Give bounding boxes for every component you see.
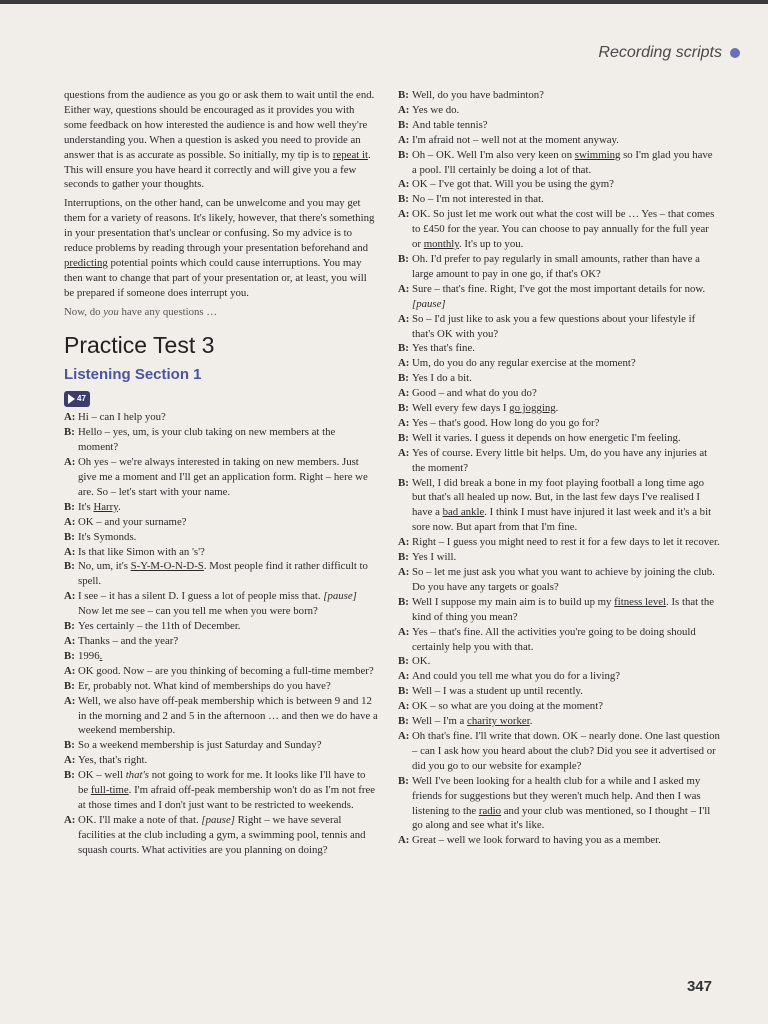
- dialogue-text: No – I'm not interested in that.: [412, 193, 544, 206]
- answer-underline: predicting: [64, 256, 108, 269]
- speaker-label: A:: [398, 834, 410, 847]
- dialogue-text: It's Symonds.: [78, 530, 137, 543]
- dialogue-line: [398, 207, 720, 252]
- dialogue-line: [398, 550, 720, 565]
- bullet-dot-icon: [730, 48, 740, 58]
- speaker-label: A:: [398, 103, 410, 116]
- speaker-label: B:: [64, 769, 75, 782]
- play-icon: [68, 394, 75, 404]
- dialogue-text: Um, do you do any regular exercise at the moment?: [412, 357, 636, 370]
- speaker-label: A:: [398, 729, 410, 742]
- dialogue-text: OK – so what are you doing at the moment?: [412, 700, 604, 713]
- dialogue-text: OK good. Now – are you thinking of becoming a full-time member?: [78, 664, 374, 677]
- section-title: Listening Section 1: [64, 365, 202, 383]
- speaker-label: A:: [398, 536, 410, 549]
- dialogue-line: [398, 312, 720, 342]
- answer-underline: Harry: [93, 500, 118, 513]
- speaker-label: A:: [398, 566, 410, 578]
- dialogue-line: [398, 833, 720, 848]
- speaker-label: B:: [398, 715, 409, 728]
- dialogue-line: [398, 431, 720, 446]
- dialogue-text: Well, do you have badminton?: [412, 89, 544, 101]
- dialogue-text: Well I've been looking for a health club for a while and I asked my friends for suggestions but they weren't much help. And then I was listening to the radio and your club was mentioned, so I thought – I'll go along and see what it's like.: [412, 774, 711, 832]
- dialogue-text: Hi – can I help you?: [78, 411, 166, 424]
- dialogue-line: [64, 634, 378, 649]
- dialogue-line: [398, 446, 720, 476]
- dialogue-line: [64, 589, 378, 619]
- stage-direction: [pause]: [323, 590, 357, 603]
- speaker-label: B:: [398, 402, 409, 415]
- dialogue-line: [398, 148, 720, 178]
- speaker-label: B:: [398, 372, 409, 385]
- speaker-label: A:: [398, 282, 410, 295]
- stage-direction: [pause]: [201, 813, 235, 826]
- running-header: [598, 44, 740, 62]
- speaker-label: A:: [64, 590, 76, 603]
- dialogue-text: 1996.: [78, 649, 103, 662]
- header-title: Recording scripts: [598, 44, 722, 61]
- dialogue-text: Yes – that's good. How long do you go for?: [412, 416, 600, 429]
- dialogue-text: OK – well that's not going to work for me. It looks like I'll have to be full-time. I'm afraid off-peak membership won't do as I'm not free at those times and I don't just want to be restricted to weekends.: [78, 769, 376, 811]
- speaker-label: B:: [398, 148, 409, 161]
- left-column: [64, 88, 378, 858]
- dialogue-text: Good – and what do you do?: [412, 387, 537, 400]
- speaker-label: A:: [64, 813, 76, 826]
- left-dialogue: [64, 410, 378, 857]
- speaker-label: A:: [398, 416, 410, 429]
- dialogue-line: [64, 694, 378, 739]
- speaker-label: B:: [64, 739, 75, 752]
- speaker-label: A:: [64, 456, 76, 469]
- dialogue-line: [398, 595, 720, 625]
- dialogue-text: OK – I've got that. Will you be using the gym?: [412, 178, 614, 191]
- intro-paragraph-3: Now, do you have any questions …: [64, 305, 218, 318]
- dialogue-line: [64, 619, 378, 634]
- dialogue-line: [64, 813, 378, 858]
- speaker-label: A:: [64, 545, 76, 558]
- dialogue-line: [398, 729, 720, 774]
- dialogue-text: No, um, it's S-Y-M-O-N-D-S. Most people find it rather difficult to spell.: [78, 560, 368, 588]
- dialogue-line: [64, 679, 378, 694]
- dialogue-line: [398, 133, 720, 148]
- dialogue-text: And table tennis?: [412, 118, 488, 131]
- speaker-label: B:: [398, 118, 409, 131]
- dialogue-line: [64, 559, 378, 589]
- dialogue-line: [398, 386, 720, 401]
- dialogue-line: [64, 410, 378, 425]
- speaker-label: B:: [398, 685, 409, 698]
- speaker-label: A:: [398, 208, 410, 221]
- dialogue-text: Yes we do.: [412, 103, 460, 116]
- dialogue-line: [64, 738, 378, 753]
- speaker-label: A:: [64, 694, 76, 707]
- right-dialogue: [398, 88, 720, 848]
- dialogue-text: I see – it has a silent D. I guess a lot of people miss that. [pause] Now let me see – can you tell me when you were born?: [78, 590, 357, 618]
- audio-track-badge: [64, 391, 90, 408]
- dialogue-line: [398, 118, 720, 133]
- dialogue-line: [398, 476, 720, 536]
- speaker-label: A:: [398, 670, 410, 683]
- dialogue-text: OK.: [412, 655, 431, 668]
- intro-paragraph-2: Interruptions, on the other hand, can be unwelcome and you may get them for a variety of reasons. It's likely, however, that there's something in your presentation that's unclear or confusing. So my advice is to reduce problems by reading through your presentation beforehand and predicting potential points which could cause interruptions. You may then want to change that part of your presentation or, at least, you will be prepared if someone does interrupt you.: [64, 197, 375, 299]
- dialogue-text: Well, I did break a bone in my foot playing football a long time ago but that's all healed up now. But, in the last few days I've realised I have a bad ankle. I think I must have injured it last week and it's a bit sore now. But apart from that I'm fine.: [412, 476, 712, 534]
- dialogue-line: [398, 282, 720, 312]
- track-number: 47: [77, 393, 86, 403]
- speaker-label: B:: [398, 89, 409, 101]
- speaker-label: B:: [64, 649, 75, 662]
- speaker-label: A:: [398, 312, 410, 325]
- dialogue-line: [64, 753, 378, 768]
- speaker-label: B:: [398, 595, 409, 608]
- dialogue-line: [398, 192, 720, 207]
- dialogue-text: OK. I'll make a note of that. [pause] Right – we have several facilities at the club including a gym, a swimming pool, tennis and squash courts. What activities are you planning on doing?: [78, 813, 366, 856]
- dialogue-text: Thanks – and the year?: [78, 635, 179, 647]
- dialogue-line: [64, 425, 378, 455]
- speaker-label: B:: [398, 551, 409, 564]
- answer-underline: S-Y-M-O-N-D-S: [130, 560, 204, 573]
- dialogue-text: Sure – that's fine. Right, I've got the most important details for now. [pause]: [412, 282, 720, 312]
- answer-underline: full-time: [90, 784, 129, 797]
- dialogue-text: Well it varies. I guess it depends on how energetic I'm feeling.: [412, 431, 681, 444]
- dialogue-line: [398, 416, 720, 431]
- speaker-label: B:: [64, 560, 75, 573]
- dialogue-line: [398, 625, 720, 655]
- speaker-label: A:: [398, 625, 410, 638]
- answer-underline: charity worker: [467, 715, 530, 728]
- dialogue-line: [398, 252, 720, 282]
- answer-underline: fitness level: [614, 595, 667, 608]
- top-rule: [0, 0, 768, 4]
- dialogue-line: [398, 401, 720, 416]
- answer-underline: repeat it: [332, 148, 368, 161]
- dialogue-text: Hello – yes, um, is your club taking on new members at the moment?: [78, 426, 336, 454]
- dialogue-text: So – let me just ask you what you want to achieve by joining the club. Do you have any targets or goals?: [412, 566, 715, 593]
- dialogue-text: Yes – that's fine. All the activities you're going to be doing should certainly help you with that.: [412, 625, 696, 653]
- speaker-label: B:: [398, 193, 409, 206]
- speaker-label: B:: [398, 655, 409, 668]
- dialogue-line: [64, 530, 378, 545]
- dialogue-text: And could you tell me what you do for a living?: [412, 670, 621, 683]
- dialogue-text: So – I'd just like to ask you a few questions about your lifestyle if that's OK with you?: [412, 312, 696, 340]
- dialogue-line: [64, 500, 378, 515]
- answer-underline: radio: [478, 804, 502, 817]
- dialogue-line: [64, 649, 378, 664]
- dialogue-text: Well – I was a student up until recently.: [412, 685, 583, 698]
- dialogue-line: [398, 103, 720, 118]
- speaker-label: B:: [64, 679, 75, 692]
- dialogue-line: [398, 684, 720, 699]
- right-column: [398, 88, 720, 848]
- dialogue-text: I'm afraid not – well not at the moment anyway.: [412, 133, 619, 146]
- dialogue-text: It's Harry.: [78, 500, 121, 513]
- dialogue-text: Is that like Simon with an 's'?: [78, 545, 205, 558]
- answer-underline: swimming: [574, 148, 621, 161]
- answer-underline: bad ankle: [442, 506, 485, 519]
- dialogue-text: So a weekend membership is just Saturday and Sunday?: [78, 739, 322, 752]
- speaker-label: A:: [64, 411, 76, 424]
- speaker-label: A:: [64, 754, 76, 767]
- speaker-label: B:: [398, 342, 409, 355]
- dialogue-text: OK – and your surname?: [78, 515, 187, 528]
- dialogue-line: [64, 455, 378, 500]
- dialogue-line: [398, 669, 720, 684]
- page-number: 347: [686, 978, 712, 995]
- speaker-label: B:: [398, 252, 409, 265]
- dialogue-line: [64, 664, 378, 679]
- dialogue-line: [398, 714, 720, 729]
- dialogue-text: Well, we also have off-peak membership which is between 9 and 12 in the morning and 2 and 5 in the afternoon … and then we do have a weekend membership.: [78, 694, 378, 737]
- dialogue-text: Oh yes – we're always interested in taking on new members. Just give me a moment and I'll get an application form. Right – here we are. So – let's start with your name.: [78, 456, 368, 498]
- dialogue-line: [64, 515, 378, 530]
- dialogue-text: Great – well we look forward to having you as a member.: [412, 834, 661, 847]
- dialogue-line: [398, 699, 720, 714]
- dialogue-text: Oh – OK. Well I'm also very keen on swimming so I'm glad you have a pool. I'll certainly be doing a lot of that.: [412, 148, 713, 176]
- dialogue-text: Well – I'm a charity worker.: [412, 715, 533, 728]
- dialogue-text: Right – I guess you might need to rest it for a few days to let it recover.: [412, 536, 720, 549]
- dialogue-line: [398, 356, 720, 371]
- dialogue-text: Well I suppose my main aim is to build up my fitness level. Is that the kind of thing you mean?: [412, 595, 715, 623]
- dialogue-text: Well every few days I go jogging.: [412, 402, 559, 415]
- dialogue-line: [398, 565, 720, 595]
- intro-paragraph-1: questions from the audience as you go or ask them to wait until the end. Either way, questions should be encouraged as it provides you with some feedback on how interested the audience is and how well they're understanding you. When a question is asked you need to provide an answer that is as accurate as possible. So initially, my tip is to repeat it. This will ensure you have heard it correctly and will give you a few seconds to gather your thoughts.: [64, 89, 375, 191]
- dialogue-line: [398, 774, 720, 834]
- dialogue-text: Yes certainly – the 11th of December.: [78, 620, 241, 633]
- dialogue-text: Yes, that's right.: [78, 754, 148, 767]
- dialogue-text: Yes I will.: [412, 551, 457, 564]
- speaker-label: A:: [64, 664, 76, 677]
- speaker-label: B:: [64, 500, 75, 513]
- emphasis: that's: [125, 769, 149, 782]
- speaker-label: B:: [64, 620, 75, 633]
- dialogue-text: Oh. I'd prefer to pay regularly in small amounts, rather than have a large amount to pay in one go, if that's OK?: [412, 252, 700, 280]
- answer-underline: monthly: [423, 238, 459, 251]
- speaker-label: A:: [398, 387, 410, 400]
- dialogue-text: Oh that's fine. I'll write that down. OK – nearly done. One last question – can I ask how you heard about the club? Did you see it advertised or did you go to our website for example?: [412, 729, 720, 772]
- speaker-label: B:: [398, 774, 409, 787]
- answer-underline: .: [99, 649, 103, 662]
- dialogue-text: Yes I do a bit.: [412, 372, 472, 385]
- speaker-label: A:: [64, 635, 76, 647]
- answer-underline: go jogging: [509, 402, 556, 415]
- speaker-label: B:: [398, 476, 409, 489]
- dialogue-text: Yes of course. Every little bit helps. Um, do you have any injuries at the moment?: [412, 446, 708, 474]
- dialogue-line: [398, 341, 720, 356]
- stage-direction: [pause]: [412, 297, 446, 310]
- speaker-label: B:: [64, 426, 75, 439]
- speaker-label: A:: [398, 178, 410, 191]
- speaker-label: A:: [64, 515, 76, 528]
- speaker-label: A:: [398, 700, 410, 713]
- dialogue-line: [64, 768, 378, 813]
- speaker-label: A:: [398, 446, 410, 459]
- dialogue-text: Yes that's fine.: [412, 342, 475, 355]
- dialogue-line: [398, 535, 720, 550]
- dialogue-line: [398, 177, 720, 192]
- dialogue-line: [398, 654, 720, 669]
- dialogue-text: Er, probably not. What kind of memberships do you have?: [78, 679, 331, 692]
- speaker-label: B:: [398, 431, 409, 444]
- dialogue-text: OK. So just let me work out what the cost will be … Yes – that comes to £450 for the year. You can choose to pay annually for the full year or monthly. It's up to you.: [412, 208, 715, 251]
- dialogue-line: [398, 88, 720, 103]
- speaker-label: B:: [64, 530, 75, 543]
- practice-test-title: Practice Test 3: [64, 331, 215, 358]
- dialogue-line: [398, 371, 720, 386]
- dialogue-line: [64, 545, 378, 560]
- speaker-label: A:: [398, 357, 410, 370]
- speaker-label: A:: [398, 133, 410, 146]
